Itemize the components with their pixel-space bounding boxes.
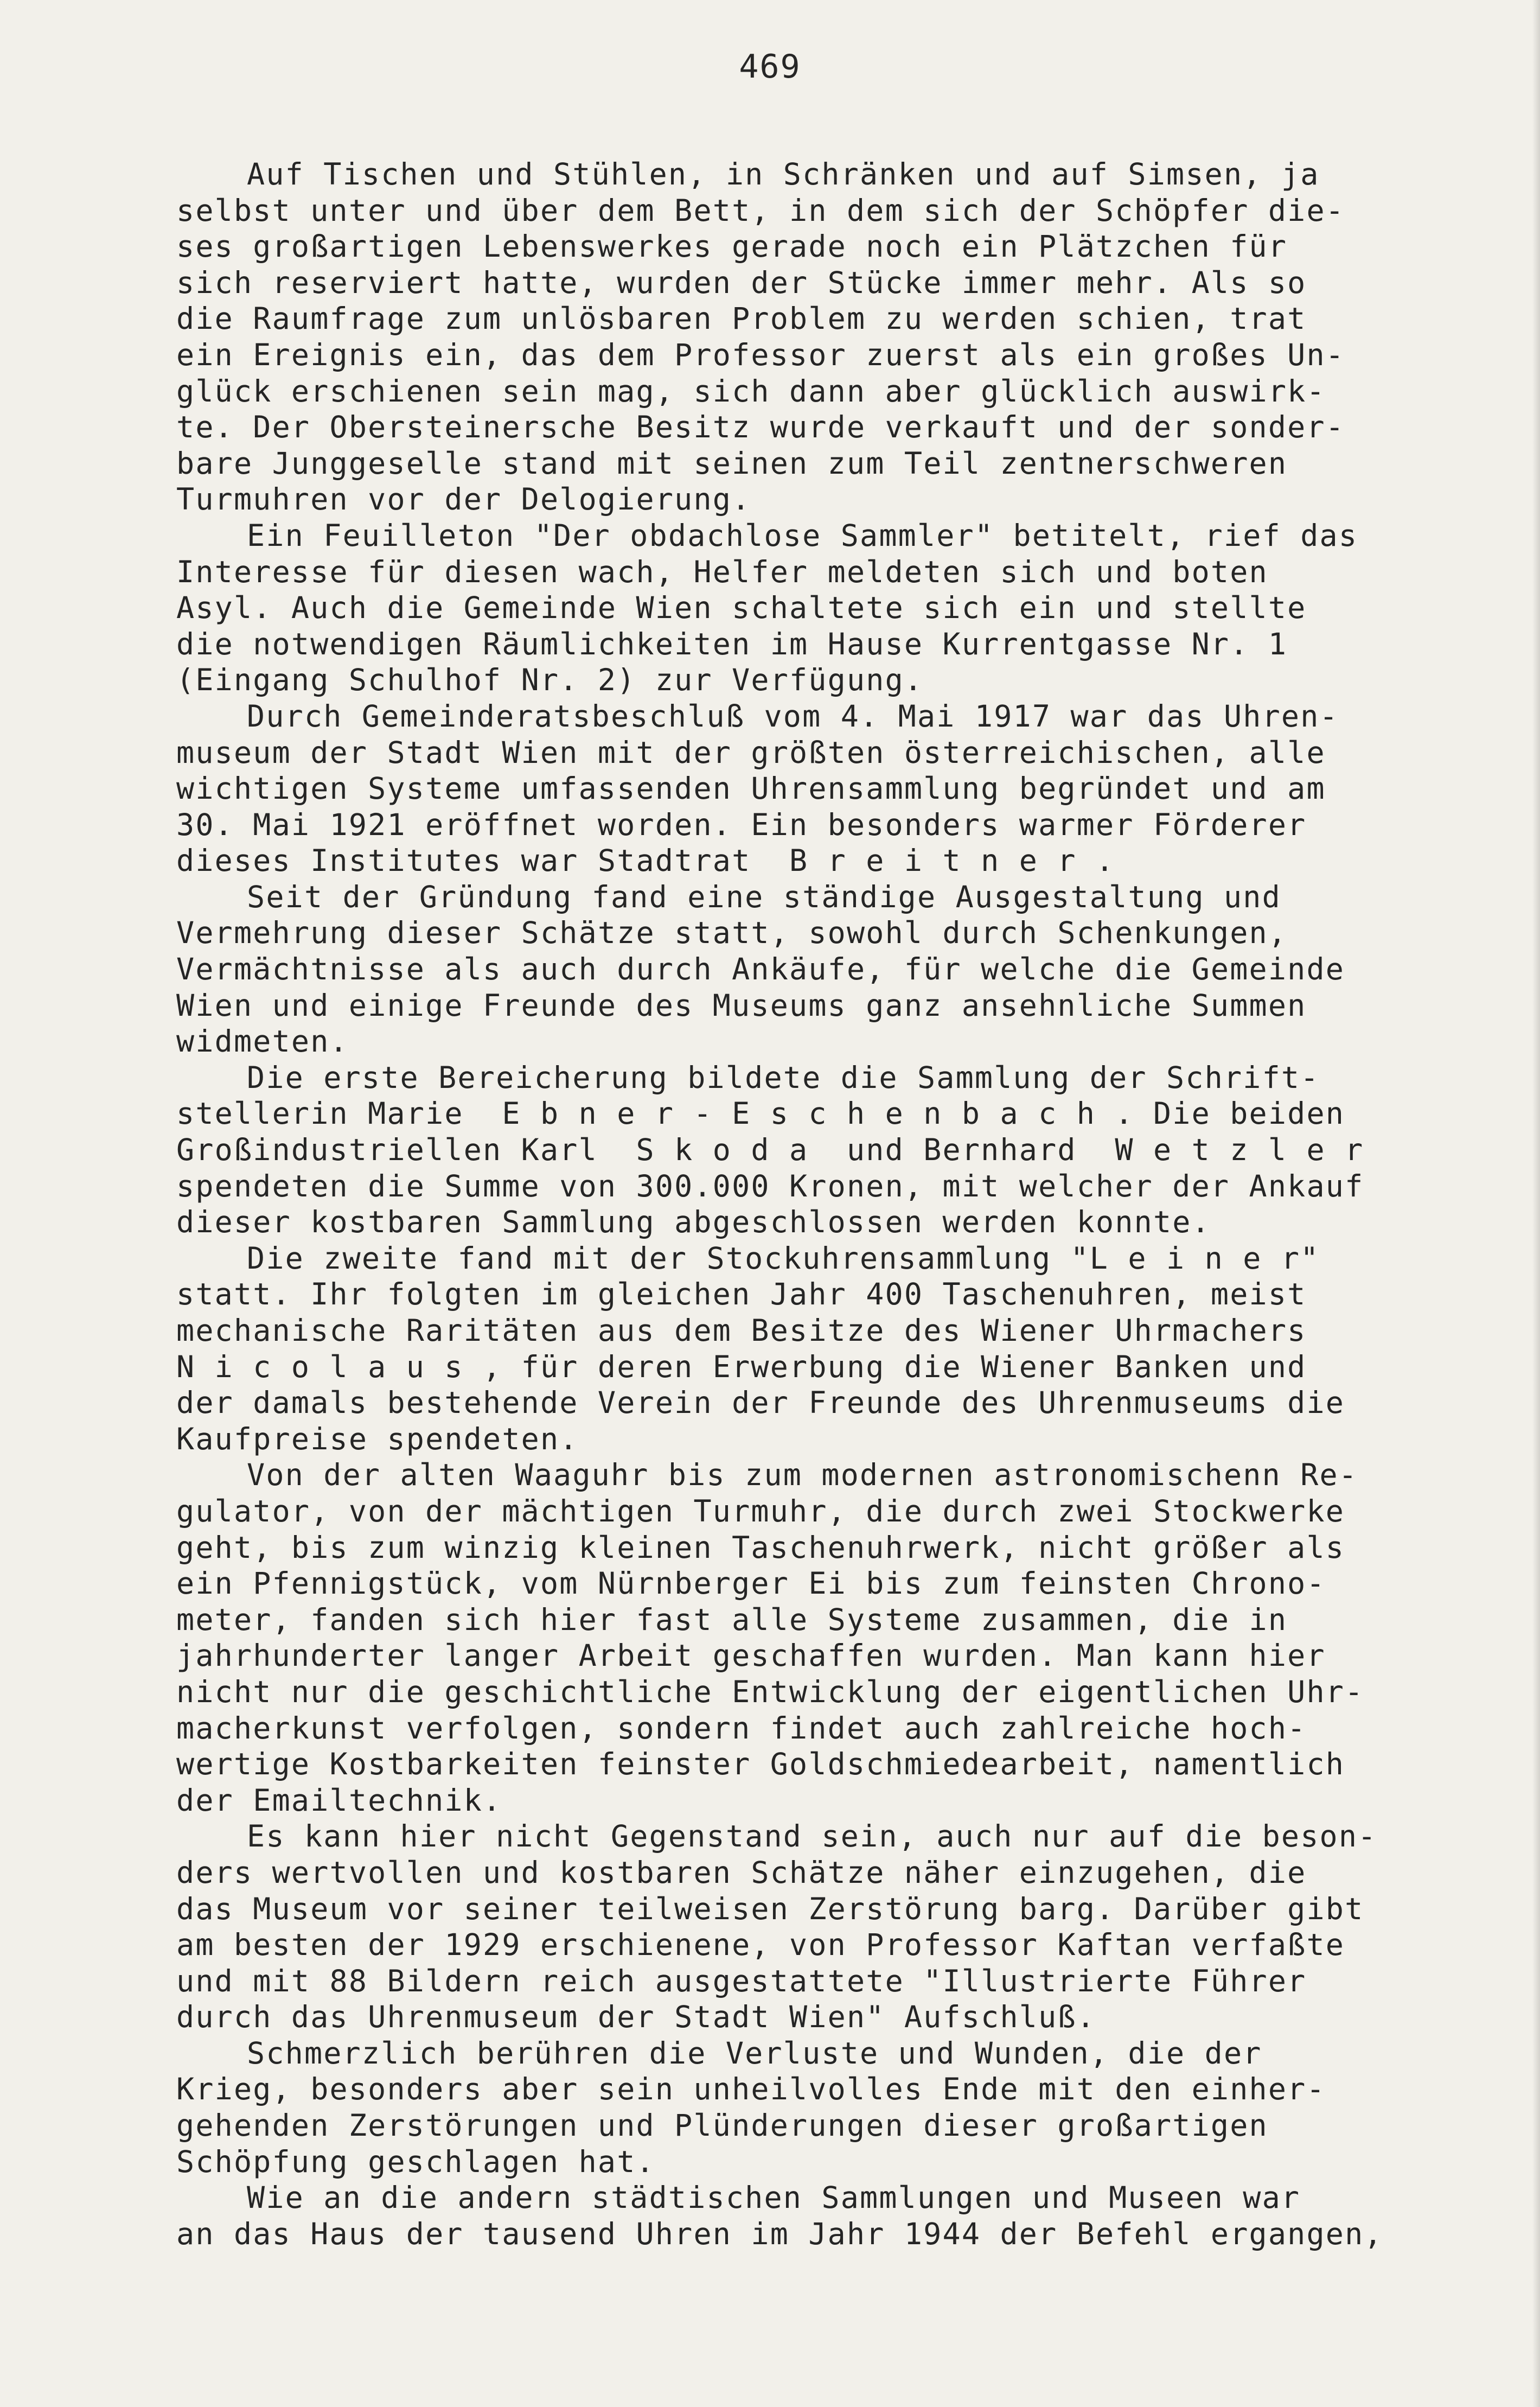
text-line: der damals bestehende Verein der Freunde des Uhrenmuseums die (176, 1385, 1345, 1421)
text-line: der Emailtechnik. (176, 1782, 502, 1818)
text-line: statt. Ihr folgten im gleichen Jahr 400 Taschenuhren, meist (176, 1277, 1307, 1312)
text-line: geht, bis zum winzig kleinen Taschenuhrwerk, nicht größer als (176, 1530, 1345, 1565)
text-line: selbst unter und über dem Bett, in dem sich der Schöpfer die- (176, 193, 1345, 228)
text-line: glück erschienen sein mag, sich dann aber glücklich auswirk- (176, 373, 1326, 409)
text-line: Turmuhren vor der Delogierung. (176, 482, 751, 517)
text-line: (Eingang Schulhof Nr. 2) zur Verfügung. (176, 663, 924, 698)
text-line: ein Ereignis ein, das dem Professor zuerst als ein großes Un- (176, 337, 1345, 372)
text-line: Durch Gemeinderatsbeschluß vom 4. Mai 1917 war das Uhren- (247, 698, 1339, 734)
text-line: stellerin Marie E b n e r - E s c h e n b a c h . Die beiden (176, 1096, 1345, 1131)
text-line: Kaufpreise spendeten. (176, 1421, 579, 1456)
text-line: macherkunst verfolgen, sondern findet auch zahlreiche hoch- (176, 1710, 1307, 1746)
text-line: Auf Tischen und Stühlen, in Schränken und auf Simsen, ja (247, 157, 1320, 192)
text-line: Vermächtnisse als auch durch Ankäufe, für welche die Gemeinde (176, 952, 1345, 987)
page-number: 469 (739, 48, 801, 86)
text-line: Von der alten Waaguhr bis zum modernen astronomischenn Re- (247, 1457, 1358, 1493)
text-line: museum der Stadt Wien mit der größten österreichischen, alle (176, 735, 1326, 770)
page-edge-shadow (1532, 0, 1540, 2407)
text-line: Die zweite fand mit der Stockuhrensammlung "L e i n e r" (247, 1240, 1320, 1276)
text-line: ein Pfennigstück, vom Nürnberger Ei bis zum feinsten Chrono- (176, 1566, 1326, 1601)
text-line: dieser kostbaren Sammlung abgeschlossen werden konnte. (176, 1205, 1211, 1240)
text-line: Die erste Bereicherung bildete die Sammlung der Schrift- (247, 1060, 1320, 1095)
text-line: am besten der 1929 erschienene, von Professor Kaftan verfaßte (176, 1927, 1345, 1963)
text-line: Es kann hier nicht Gegenstand sein, auch nur auf die beson- (247, 1819, 1377, 1854)
text-line: Seit der Gründung fand eine ständige Ausgestaltung und (247, 879, 1281, 914)
text-line: mechanische Raritäten aus dem Besitze des Wiener Uhrmachers (176, 1313, 1307, 1348)
text-line: Großindustriellen Karl S k o d a und Bernhard W e t z l e r (176, 1132, 1364, 1168)
text-line: Ein Feuilleton "Der obdachlose Sammler" betitelt, rief das (247, 518, 1358, 553)
text-line: Wie an die andern städtischen Sammlungen und Museen war (247, 2180, 1301, 2215)
text-line: Schmerzlich berühren die Verluste und Wunden, die der (247, 2035, 1262, 2071)
text-line: jahrhunderter langer Arbeit geschaffen wurden. Man kann hier (176, 1638, 1326, 1673)
text-line: die Raumfrage zum unlösbaren Problem zu werden schien, trat (176, 301, 1307, 336)
text-line: bare Junggeselle stand mit seinen zum Teil zentnerschweren (176, 445, 1288, 481)
text-line: gulator, von der mächtigen Turmuhr, die durch zwei Stockwerke (176, 1493, 1345, 1529)
text-line: wertige Kostbarkeiten feinster Goldschmiedearbeit, namentlich (176, 1747, 1345, 1782)
text-line: nicht nur die geschichtliche Entwicklung der eigentlichen Uhr- (176, 1674, 1364, 1709)
text-line: das Museum vor seiner teilweisen Zerstörung barg. Darüber gibt (176, 1891, 1364, 1926)
text-line: te. Der Obersteinersche Besitz wurde verkauft und der sonder- (176, 410, 1345, 445)
text-line: spendeten die Summe von 300.000 Kronen, mit welcher der Ankauf (176, 1168, 1364, 1204)
text-line: ders wertvollen und kostbaren Schätze näher einzugehen, die (176, 1855, 1307, 1890)
text-line: Interesse für diesen wach, Helfer meldeten sich und boten (176, 554, 1268, 589)
text-line: Schöpfung geschlagen hat. (176, 2144, 655, 2179)
text-line: sich reserviert hatte, wurden der Stücke immer mehr. Als so (176, 265, 1307, 300)
text-line: an das Haus der tausend Uhren im Jahr 1944 der Befehl ergangen, (176, 2216, 1383, 2251)
text-line: und mit 88 Bildern reich ausgestattete "Illustrierte Führer (176, 1963, 1307, 1998)
text-line: 30. Mai 1921 eröffnet worden. Ein besonders warmer Förderer (176, 807, 1307, 842)
text-line: Krieg, besonders aber sein unheilvolles Ende mit den einher- (176, 2072, 1326, 2107)
text-line: Wien und einige Freunde des Museums ganz ansehnliche Summen (176, 988, 1307, 1023)
text-line: die notwendigen Räumlichkeiten im Hause Kurrentgasse Nr. 1 (176, 626, 1288, 661)
body-text (176, 156, 1516, 2252)
text-line: durch das Uhrenmuseum der Stadt Wien" Aufschluß. (176, 2000, 1096, 2035)
text-line: widmeten. (176, 1024, 349, 1059)
text-line: Vermehrung dieser Schätze statt, sowohl durch Schenkungen, (176, 915, 1288, 951)
text-line: wichtigen Systeme umfassenden Uhrensammlung begründet und am (176, 771, 1326, 806)
text-line: N i c o l a u s , für deren Erwerbung die Wiener Banken und (176, 1349, 1307, 1384)
text-line: meter, fanden sich hier fast alle Systeme zusammen, die in (176, 1602, 1288, 1637)
text-line: ses großartigen Lebenswerkes gerade noch ein Plätzchen für (176, 229, 1288, 264)
text-line: Asyl. Auch die Gemeinde Wien schaltete sich ein und stellte (176, 590, 1307, 626)
text-line: dieses Institutes war Stadtrat B r e i t n e r . (176, 843, 1115, 878)
text-line: gehenden Zerstörungen und Plünderungen dieser großartigen (176, 2108, 1268, 2143)
